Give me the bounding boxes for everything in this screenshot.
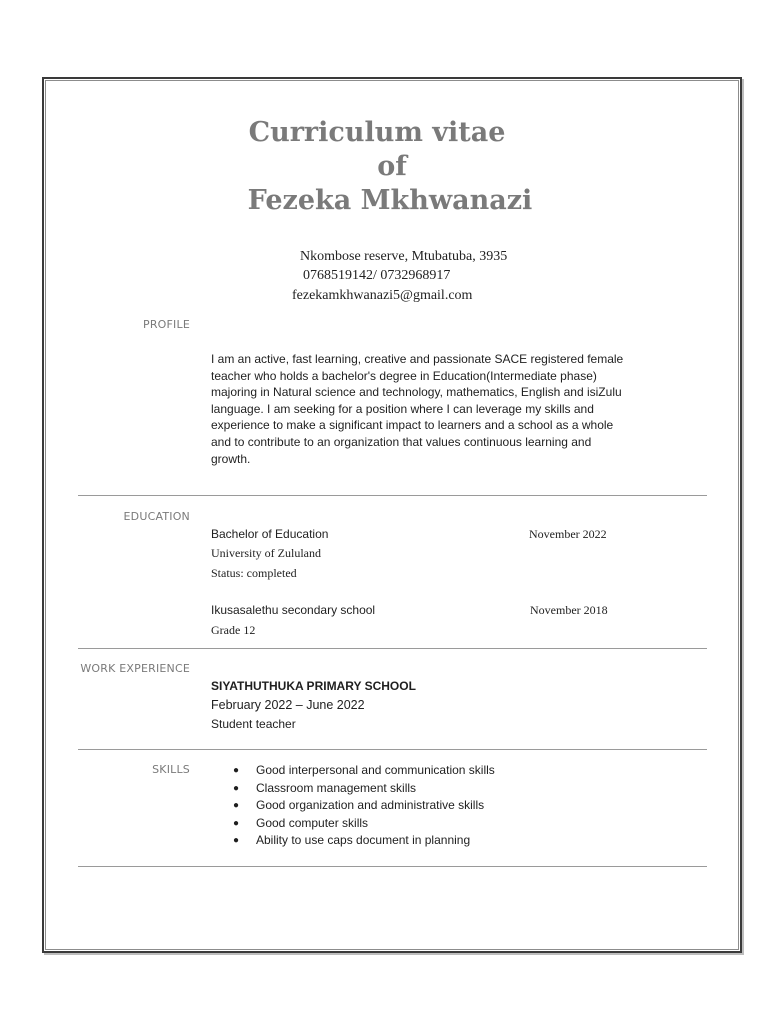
section-divider (78, 749, 707, 750)
section-divider (78, 495, 707, 496)
bullet-icon: ● (233, 765, 240, 776)
section-label-profile: PROFILE (143, 318, 190, 331)
education-institution: University of Zululand (211, 546, 321, 560)
bullet-icon: ● (233, 835, 240, 847)
skill-text: Good computer skills (256, 815, 369, 830)
profile-paragraph: I am an active, fast learning, creative and passionate SACE registered female teacher who holds a bachelor's degree in Education(Intermediate phase) majoring in Natural science and technology, mathematics, English and isiZulu language. I am seeking for a position where I can leverage my skills and experience to make a significant impact to learners and a school as a whole and to contribute to an organization that values continuous learning and growth. (211, 352, 624, 466)
skill-item (230, 762, 495, 780)
section-label-education: EDUCATION (123, 510, 190, 523)
contact-email: fezekamkhwanazi5@gmail.com (292, 288, 473, 303)
contact-phones: 0768519142/ 0732968917 (303, 268, 451, 283)
skill-text: Ability to use caps document in planning (256, 833, 471, 848)
contact-address: Nkombose reserve, Mtubatuba, 3935 (300, 249, 508, 264)
work-dates: February 2022 – June 2022 (211, 698, 365, 712)
education-institution: Grade 12 (211, 623, 256, 637)
education-qualification: Bachelor of Education (211, 527, 329, 541)
education-status: Status: completed (211, 566, 297, 580)
section-label-work-experience: WORK EXPERIENCE (80, 662, 190, 675)
education-date: November 2018 (530, 603, 608, 617)
title-name: Fezeka Mkhwanazi (247, 185, 533, 216)
bullet-icon: ● (233, 817, 240, 829)
education-qualification: Ikusasalethu secondary school (211, 603, 376, 617)
education-date: November 2022 (529, 527, 607, 541)
skill-item (230, 832, 495, 850)
section-divider (78, 648, 707, 649)
skill-item (230, 797, 495, 815)
work-employer: SIYATHUTHUKA PRIMARY SCHOOL (211, 679, 416, 693)
skill-item (230, 815, 495, 833)
bullet-icon: ● (233, 782, 240, 794)
skill-item (230, 780, 495, 798)
skill-text: Classroom management skills (256, 780, 417, 795)
section-divider (78, 866, 707, 867)
work-role: Student teacher (211, 717, 296, 731)
title-line-2: of (377, 151, 407, 182)
title-line-1: Curriculum vitae (248, 117, 506, 148)
skill-text: Good interpersonal and communication skills (256, 763, 495, 777)
skill-text: Good organization and administrative skills (256, 798, 485, 813)
section-label-skills: SKILLS (152, 763, 190, 776)
skills-list (230, 762, 495, 850)
bullet-icon: ● (233, 800, 240, 812)
